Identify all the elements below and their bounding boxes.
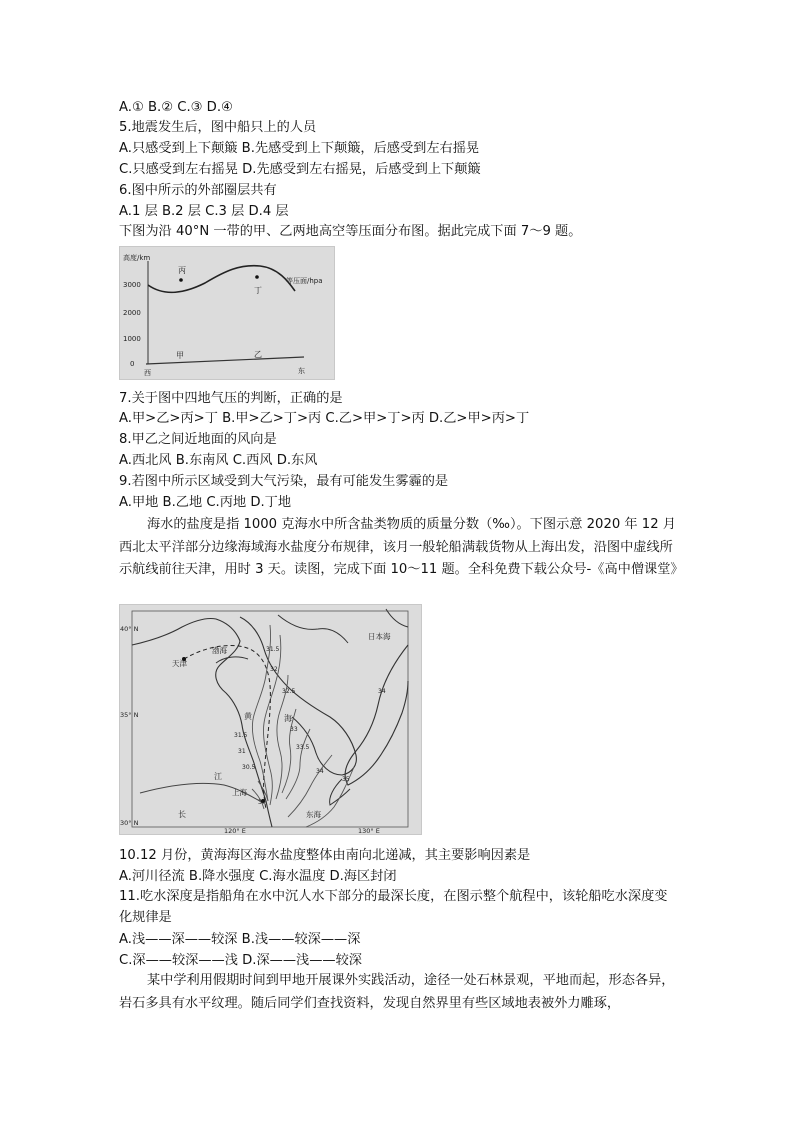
q11-options-ab: A.浅——深——较深 B.浅——较深——深 <box>119 932 361 947</box>
intro-10-11-paragraph <box>119 514 684 582</box>
shandong-peninsula <box>216 657 248 663</box>
iso-label-33-5: 33.5 <box>296 744 310 751</box>
lon-130-label: 130° E <box>358 827 380 834</box>
chang-label: 长 <box>178 810 186 819</box>
q5-options-cd: C.只感受到左右摇晃 D.先感受到左右摇晃，后感受到上下颠簸 <box>119 162 481 177</box>
ground-line <box>146 357 304 364</box>
q8-options: A.西北风 B.东南风 C.西风 D.东风 <box>119 453 318 468</box>
salinity-map <box>120 605 421 834</box>
iso-label-31-5-top: 31.5 <box>266 646 280 653</box>
intro-next-text: 某中学利用假期时间到甲地开展课外实践活动，途径一处石林景观，平地而起，形态各异，岩石多具有水平纹理。随后同学们查找资料，发现自然界里有些区域地表被外力雕琢， <box>119 973 675 1011</box>
intro-10-11-text: 海水的盐度是指 1000 克海水中所含盐类物质的质量分数（‰）。下图示意 2020 年 12 月西北太平洋部分边缘海域海水盐度分布规律，该月一般轮船满载货物从上海出发，沿图中虚线所示航线前往天津，用时 3 天。读图，完成下面 10～11 题。全科免费下载公众号-《高中僧课堂》 <box>119 517 684 577</box>
iso-label-31-left: 31 <box>238 748 246 755</box>
q10-stem: 10.12 月份，黄海海区海水盐度整体由南向北递减，其主要影响因素是 <box>119 848 531 863</box>
isobar-label: 等压面/hpa <box>286 277 323 285</box>
direction-east: 东 <box>298 367 305 375</box>
iso-label-31-5-left: 31.5 <box>234 732 248 739</box>
isoline-34 <box>288 755 332 817</box>
hokkaido-coastline <box>386 609 408 627</box>
iso-label-33: 33 <box>290 726 298 733</box>
direction-west: 西 <box>144 369 151 377</box>
y-axis-title: 高度/km <box>123 254 151 262</box>
jiang-label: 江 <box>214 772 222 781</box>
q8-stem: 8.甲乙之间近地面的风向是 <box>119 432 277 447</box>
label-yi: 乙 <box>254 350 262 359</box>
q5-options-ab: A.只感受到上下颠簸 B.先感受到上下颠簸，后感受到左右摇晃 <box>119 141 480 156</box>
q6-stem: 6.图中所示的外部圈层共有 <box>119 183 277 198</box>
q4-options: A.① B.② C.③ D.④ <box>119 100 233 115</box>
isobar-figure <box>119 246 335 380</box>
lat-40-label: 40° N <box>120 625 139 633</box>
label-jia: 甲 <box>176 351 184 360</box>
donghai-label: 东海 <box>306 810 321 819</box>
label-bing: 丙 <box>178 266 186 275</box>
shanghai-label: 上海 <box>232 788 247 797</box>
shipping-route <box>184 646 270 810</box>
hai-label: 海 <box>284 714 292 723</box>
iso-label-34-japan: 34 <box>378 688 386 695</box>
intro-next-paragraph <box>119 970 679 1015</box>
iso-label-34-east: 34 <box>316 768 324 775</box>
q5-stem: 5.地震发生后，图中船只上的人员 <box>119 120 317 135</box>
q7-stem: 7.关于图中四地气压的判断，正确的是 <box>119 391 343 406</box>
point-ding <box>255 275 259 279</box>
q6-options: A.1 层 B.2 层 C.3 层 D.4 层 <box>119 204 289 219</box>
intro-7-9: 下图为沿 40°N 一带的甲、乙两地高空等压面分布图。据此完成下面 7～9 题。 <box>119 224 582 239</box>
q9-options: A.甲地 B.乙地 C.丙地 D.丁地 <box>119 495 292 510</box>
iso-label-30: 30 <box>258 799 266 806</box>
japan-coastline <box>345 645 408 785</box>
salinity-map-figure <box>119 604 422 835</box>
isobar-curve <box>148 266 295 293</box>
q9-stem: 9.若图中所示区域受到大气污染，最有可能发生雾霾的是 <box>119 474 449 489</box>
iso-label-35: 35 <box>342 776 350 783</box>
northeast-coastline <box>278 615 348 643</box>
q10-options: A.河川径流 B.降水强度 C.海水温度 D.海区封闭 <box>119 869 397 884</box>
lat-35-label: 35° N <box>120 711 139 719</box>
y-tick-0: 0 <box>130 360 135 368</box>
korea-coastline <box>240 617 356 775</box>
iso-label-32-top: 32 <box>270 666 278 673</box>
q11-options-cd: C.深——较深——浅 D.深——浅——较深 <box>119 953 362 968</box>
huang-label: 黄 <box>244 712 252 721</box>
tianjin-label: 天津 <box>172 659 187 668</box>
y-tick-3000: 3000 <box>123 281 141 289</box>
iso-label-32-5: 32.5 <box>282 688 296 695</box>
y-tick-1000: 1000 <box>123 335 141 343</box>
q7-options: A.甲>乙>丙>丁 B.甲>乙>丁>丙 C.乙>甲>丁>丙 D.乙>甲>丙>丁 <box>119 411 530 426</box>
y-tick-2000: 2000 <box>123 309 141 317</box>
q11-stem: 11.吃水深度是指船角在水中沉人水下部分的最深长度，在图示整个航程中，该轮船吃水深度变化规律是 <box>119 889 668 925</box>
lat-30-label: 30° N <box>120 819 139 827</box>
lon-120-label: 120° E <box>224 827 246 834</box>
bohai-label: 渤海 <box>212 646 227 655</box>
iso-label-30-5: 30.5 <box>242 764 256 771</box>
isobar-diagram <box>120 247 334 379</box>
riben-hai-label: 日本海 <box>368 632 391 641</box>
point-bing <box>179 278 183 282</box>
label-ding: 丁 <box>254 286 262 295</box>
